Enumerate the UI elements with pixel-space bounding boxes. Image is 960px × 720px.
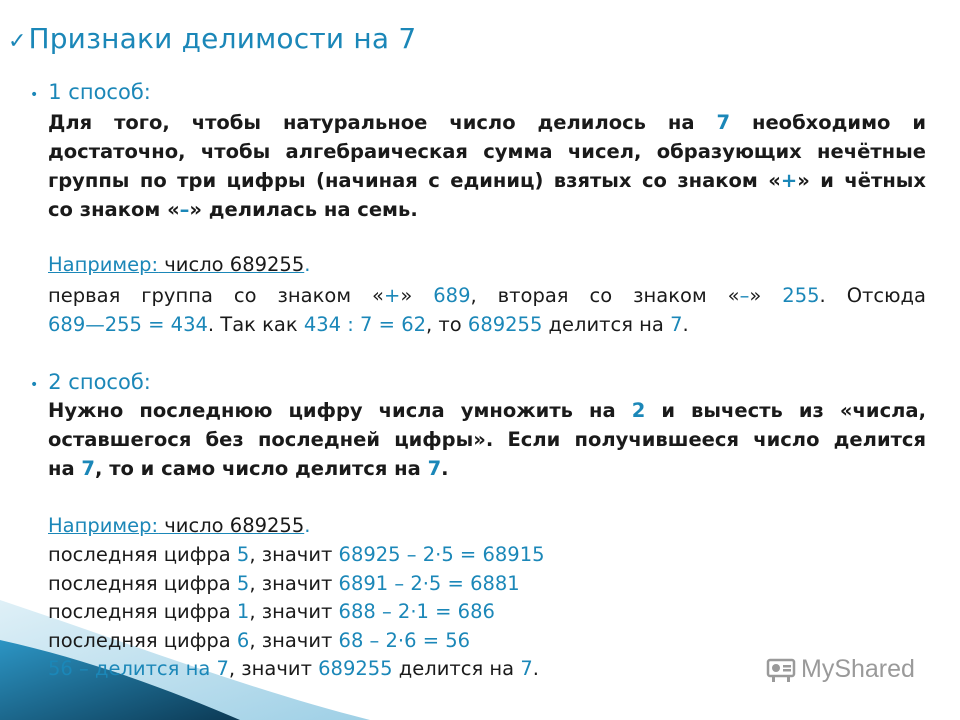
method-1-label: 1 способ: [48, 80, 151, 104]
method-1-example-heading: Например: число 689255. [48, 253, 311, 276]
example-line: последняя цифра 5, значит 68925 – 2·5 = 68915 [48, 543, 545, 566]
projector-icon [766, 656, 796, 684]
example-label: Например: [48, 253, 159, 276]
method-2-label: 2 способ: [48, 370, 151, 394]
rule-line: достаточно, чтобы алгебраическая сумма чисел, образующих нечётные [48, 140, 926, 163]
watermark [766, 655, 915, 684]
example-line: первая группа со знаком «+» 689, вторая со знаком «–» 255. Отсюда [48, 284, 926, 307]
example-label: Например: [48, 514, 159, 537]
method-1-heading [30, 80, 151, 104]
rule-line: на 7, то и само число делится на 7. [48, 457, 449, 480]
example-line: 56 – делится на 7, значит 689255 делится на 7. [48, 657, 539, 680]
page-title: Признаки делимости на 7 [28, 22, 417, 55]
example-line: 689—255 = 434. Так как 434 : 7 = 62, то 689255 делится на 7. [48, 313, 689, 336]
rule-line: Нужно последнюю цифру числа умножить на 2 и вычесть из «числа, [48, 399, 926, 422]
method-2-example-heading: Например: число 689255. [48, 514, 311, 537]
example-line: последняя цифра 5, значит 6891 – 2·5 = 6881 [48, 571, 520, 595]
method-2-heading [30, 370, 151, 394]
rule-line: оставшегося без последней цифры». Если получившееся число делится [48, 428, 926, 451]
rule-line: со знаком «–» делилась на семь. [48, 198, 418, 221]
example-line: последняя цифра 1, значит 688 – 2·1 = 686 [48, 600, 495, 623]
watermark-text: MyShared [801, 655, 915, 683]
method-1-example-text [48, 281, 926, 339]
example-line: последняя цифра 6, значит 68 – 2·6 = 56 [48, 628, 471, 652]
example-number: число 689255 [158, 514, 305, 537]
rule-line: Для того, чтобы натуральное число делилось на 7 необходимо и [48, 111, 926, 134]
method-2-example-text [48, 541, 545, 684]
rule-line: группы по три цифры (начиная с единиц) взятых со знаком «+» и чётных [48, 169, 927, 192]
method-1-rule [48, 108, 926, 224]
bullet-icon: • [30, 377, 39, 393]
checkmark-icon: ✓ [8, 29, 27, 54]
method-2-rule [48, 396, 926, 483]
bullet-icon: • [30, 87, 39, 103]
title-row [8, 22, 416, 55]
example-number: число 689255 [158, 253, 305, 276]
